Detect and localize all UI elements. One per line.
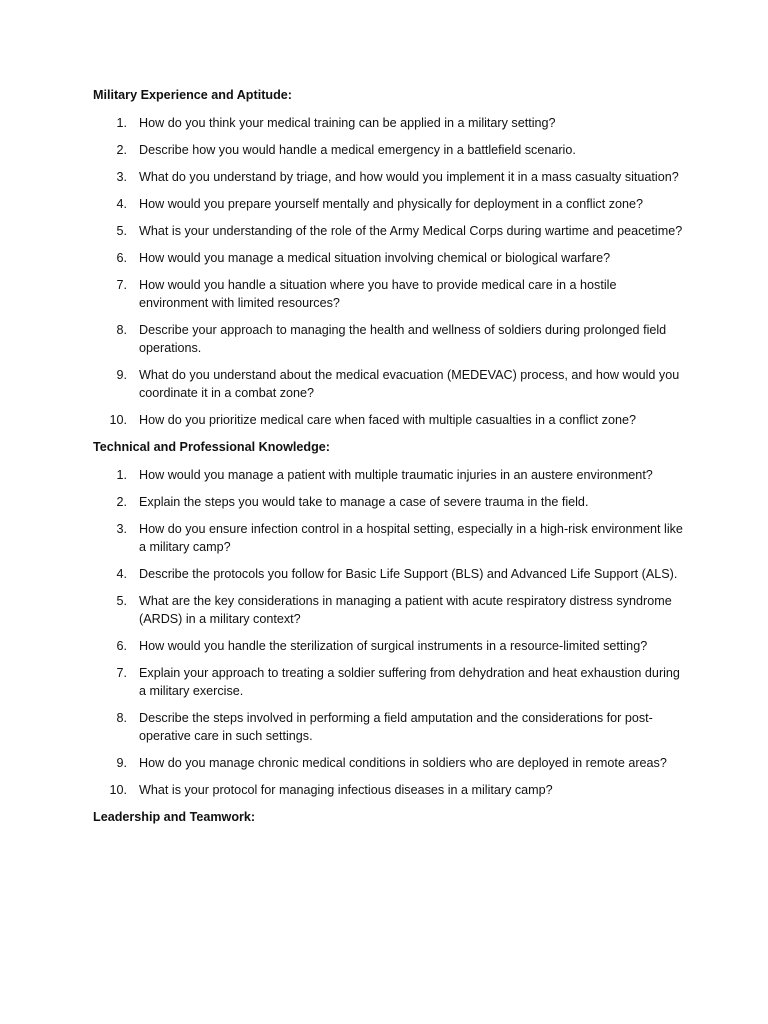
list-item: [93, 321, 683, 357]
question-text: What do you understand about the medical evacuation (MEDEVAC) process, and how would you coordinate it in a combat zone?: [139, 368, 680, 400]
list-item: [93, 592, 683, 628]
list-item: [93, 249, 683, 267]
question-text: How would you prepare yourself mentally and physically for deployment in a conflict zone?: [139, 197, 644, 211]
question-text: Describe how you would handle a medical emergency in a battlefield scenario.: [139, 143, 576, 157]
list-item: [93, 493, 683, 511]
question-number: 7.: [116, 278, 127, 292]
question-number: 1.: [116, 116, 127, 130]
list-item: [93, 781, 683, 799]
question-text: How do you think your medical training can be applied in a military setting?: [139, 116, 556, 130]
question-text: How would you handle a situation where you have to provide medical care in a hostile environment with limited resources?: [139, 278, 617, 310]
question-text: What is your protocol for managing infectious diseases in a military camp?: [139, 783, 553, 797]
question-text: How would you manage a patient with multiple traumatic injuries in an austere environment?: [139, 468, 653, 482]
question-text: How would you handle the sterilization of surgical instruments in a resource-limited setting?: [139, 639, 648, 653]
question-number: 4.: [116, 567, 127, 581]
question-list-technical-knowledge: [93, 466, 683, 799]
question-text: Describe your approach to managing the health and wellness of soldiers during prolonged field operations.: [139, 323, 667, 355]
section-heading-technical-knowledge: Technical and Professional Knowledge:: [93, 440, 330, 454]
question-number: 6.: [116, 639, 127, 653]
question-text: How do you prioritize medical care when faced with multiple casualties in a conflict zone?: [139, 413, 636, 427]
question-text: How would you manage a medical situation involving chemical or biological warfare?: [139, 251, 611, 265]
list-item: [93, 565, 683, 583]
question-number: 9.: [116, 368, 127, 382]
list-item: [93, 411, 683, 429]
question-number: 3.: [116, 170, 127, 184]
question-text: Explain the steps you would take to manage a case of severe trauma in the field.: [139, 495, 589, 509]
section-heading-leadership-teamwork: Leadership and Teamwork:: [93, 810, 256, 824]
question-number: 2.: [116, 495, 127, 509]
list-item: [93, 114, 683, 132]
question-number: 5.: [116, 224, 127, 238]
document-page: [93, 86, 683, 836]
question-number: 4.: [116, 197, 127, 211]
question-text: Explain your approach to treating a soldier suffering from dehydration and heat exhaustion during a military exercise.: [139, 666, 680, 698]
question-number: 1.: [116, 468, 127, 482]
question-list-military-experience: [93, 114, 683, 429]
question-text: What do you understand by triage, and how would you implement it in a mass casualty situation?: [139, 170, 679, 184]
list-item: [93, 366, 683, 402]
list-item: [93, 141, 683, 159]
question-number: 8.: [116, 711, 127, 725]
list-item: [93, 664, 683, 700]
list-item: [93, 195, 683, 213]
question-number: 10.: [109, 413, 127, 427]
section-heading-military-experience: Military Experience and Aptitude:: [93, 88, 292, 102]
question-number: 9.: [116, 756, 127, 770]
question-number: 7.: [116, 666, 127, 680]
list-item: [93, 754, 683, 772]
question-number: 2.: [116, 143, 127, 157]
list-item: [93, 222, 683, 240]
list-item: [93, 466, 683, 484]
question-text: What are the key considerations in managing a patient with acute respiratory distress syndrome (ARDS) in a military context?: [139, 594, 672, 626]
question-text: What is your understanding of the role of the Army Medical Corps during wartime and peacetime?: [139, 224, 683, 238]
question-number: 8.: [116, 323, 127, 337]
question-number: 10.: [109, 783, 127, 797]
list-item: [93, 276, 683, 312]
list-item: [93, 520, 683, 556]
question-number: 5.: [116, 594, 127, 608]
question-number: 6.: [116, 251, 127, 265]
question-text: Describe the protocols you follow for Basic Life Support (BLS) and Advanced Life Support (ALS).: [139, 567, 678, 581]
question-number: 3.: [116, 522, 127, 536]
question-text: How do you ensure infection control in a hospital setting, especially in a high-risk environment like a military camp?: [139, 522, 683, 554]
list-item: [93, 709, 683, 745]
question-text: How do you manage chronic medical conditions in soldiers who are deployed in remote areas?: [139, 756, 667, 770]
question-text: Describe the steps involved in performing a field amputation and the considerations for post-operative care in such settings.: [139, 711, 653, 743]
list-item: [93, 637, 683, 655]
list-item: [93, 168, 683, 186]
